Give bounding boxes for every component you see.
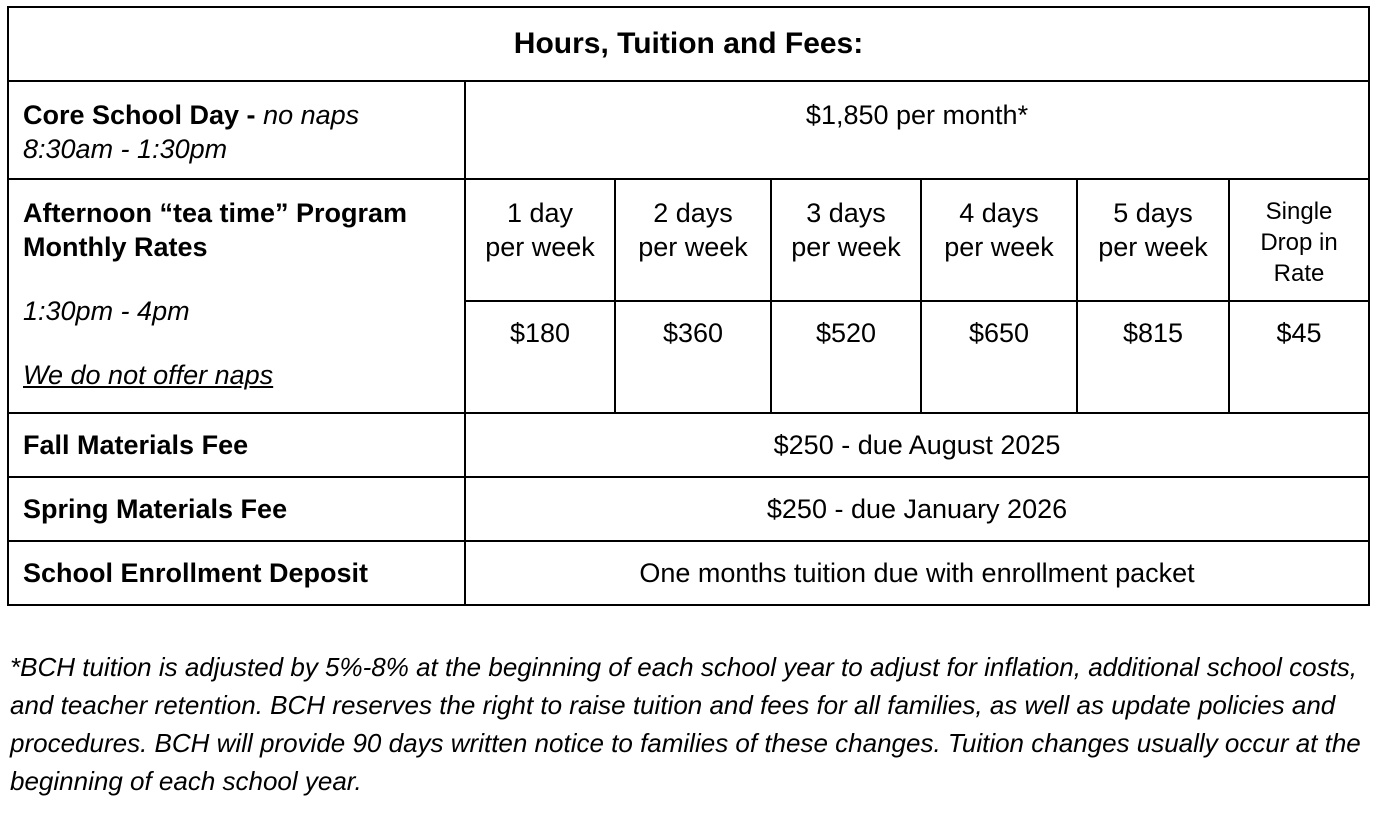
afternoon-label-2: Monthly Rates	[23, 232, 208, 262]
option-3-price: $520	[771, 301, 921, 413]
drop-in-price: $45	[1229, 301, 1369, 413]
spring-label: Spring Materials Fee	[8, 477, 465, 541]
afternoon-no-naps: We do not offer naps	[23, 360, 274, 390]
deposit-label: School Enrollment Deposit	[8, 541, 465, 605]
afternoon-head-row	[8, 179, 1369, 301]
option-5-price: $815	[1077, 301, 1229, 413]
option-1-price: $180	[465, 301, 615, 413]
afternoon-label-1: Afternoon “tea time” Program	[23, 198, 408, 228]
core-label: Core School Day -	[23, 100, 256, 130]
deposit-value: One months tuition due with enrollment packet	[465, 541, 1369, 605]
core-label-cell	[8, 81, 465, 179]
deposit-row	[8, 541, 1369, 605]
core-row	[8, 81, 1369, 179]
spring-row	[8, 477, 1369, 541]
title-row	[8, 7, 1369, 81]
afternoon-hours: 1:30pm - 4pm	[23, 296, 190, 326]
afternoon-label-cell	[8, 179, 465, 413]
fall-label: Fall Materials Fee	[8, 413, 465, 477]
option-2-price: $360	[615, 301, 771, 413]
fall-value: $250 - due August 2025	[465, 413, 1369, 477]
option-3-head: 3 days per week	[771, 179, 921, 301]
option-1-head: 1 day per week	[465, 179, 615, 301]
tuition-footnote: *BCH tuition is adjusted by 5%-8% at the beginning of each school year to adjust for inflation, additional school costs, and teacher retention. BCH reserves the right to raise tuition and fees for all families, as well as update policies and procedures. BCH will provide 90 days written notice to families of these changes. Tuition changes usually occur at the beginning of each school year.	[10, 652, 1361, 796]
core-note: no naps	[263, 100, 360, 130]
option-2-head: 2 days per week	[615, 179, 771, 301]
spring-value: $250 - due January 2026	[465, 477, 1369, 541]
fall-row	[8, 413, 1369, 477]
option-5-head: 5 days per week	[1077, 179, 1229, 301]
drop-in-head: Single Drop in Rate	[1229, 179, 1369, 301]
core-hours: 8:30am - 1:30pm	[23, 134, 228, 164]
core-price: $1,850 per month*	[465, 81, 1369, 179]
table-title: Hours, Tuition and Fees:	[8, 7, 1369, 81]
option-4-price: $650	[921, 301, 1077, 413]
tuition-table	[7, 6, 1370, 606]
option-4-head: 4 days per week	[921, 179, 1077, 301]
